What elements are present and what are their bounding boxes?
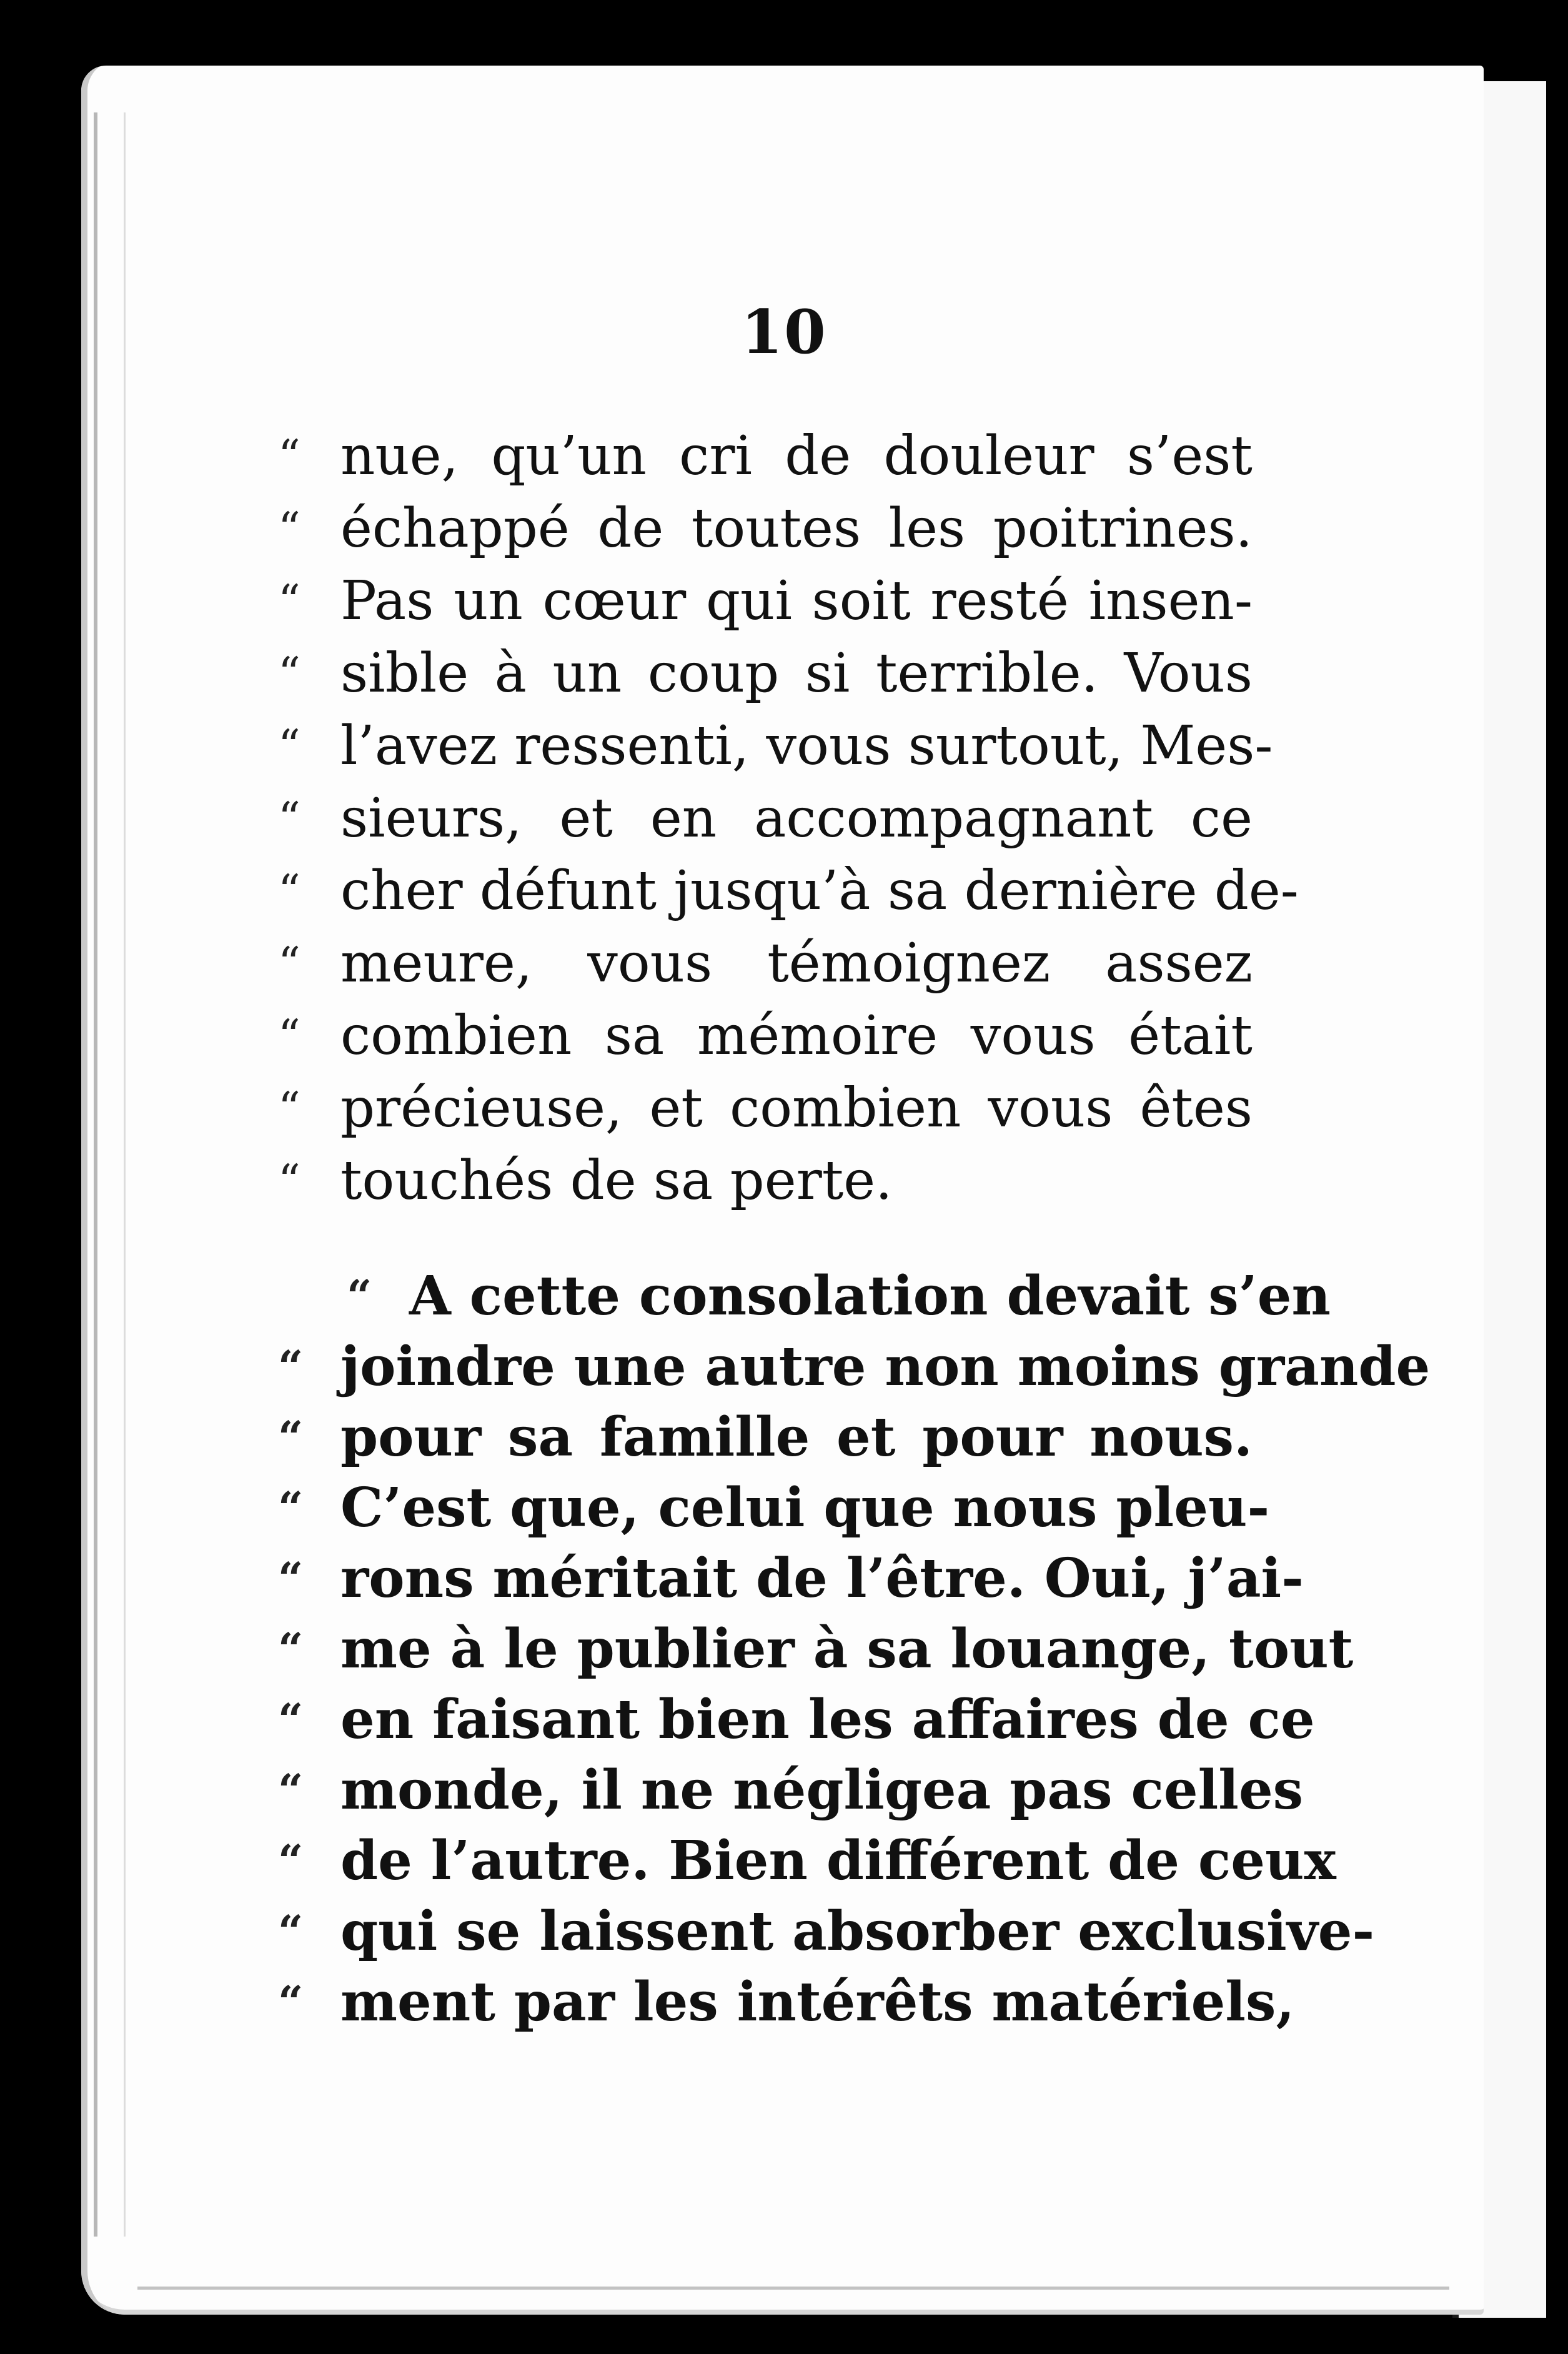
- quote-mark: “: [278, 720, 300, 772]
- text-line: [278, 1967, 1295, 2037]
- text-line: [278, 1331, 1431, 1402]
- quote-mark: “: [278, 938, 300, 989]
- line-text: échappé de toutes les poitrines.: [340, 497, 1253, 560]
- quote-mark: “: [278, 1341, 304, 1393]
- line-text: rons méritait de l’être. Oui, j’ai-: [340, 1547, 1304, 1610]
- text-line: [278, 1145, 1253, 1217]
- text-line: [278, 637, 1253, 710]
- text-line: [278, 1472, 1270, 1543]
- text-line: [278, 492, 1253, 565]
- quote-mark: “: [278, 1552, 304, 1604]
- text-line: [278, 927, 1253, 1000]
- quote-mark: “: [278, 793, 300, 844]
- line-text: nue, qu’un cri de douleur s’est: [340, 425, 1253, 487]
- text-line: [278, 1000, 1253, 1072]
- text-line: [278, 1402, 1253, 1472]
- line-text: C’est que, celui que nous pleu-: [340, 1476, 1270, 1539]
- line-text: touchés de sa perte.: [340, 1150, 893, 1212]
- line-text: en faisant bien les affaires de ce: [340, 1688, 1315, 1751]
- quote-mark: “: [278, 1905, 304, 1957]
- line-text: joindre une autre non moins grande: [340, 1335, 1431, 1398]
- line-text: meure, vous témoignez assez: [340, 932, 1253, 995]
- quote-mark: “: [278, 1835, 304, 1887]
- line-text: A cette consolation devait s’en: [409, 1264, 1331, 1328]
- text-line: [278, 1614, 1354, 1684]
- quote-mark: “: [278, 1010, 300, 1061]
- quote-mark: “: [278, 1623, 304, 1675]
- page-stack-bottom-edge: [137, 2274, 1449, 2290]
- line-text: qui se laissent absorber exclusive-: [340, 1900, 1375, 1963]
- page-number: 10: [741, 297, 827, 367]
- quote-mark: “: [278, 1764, 304, 1816]
- text-line: [278, 710, 1273, 782]
- quote-mark: “: [278, 1155, 300, 1206]
- quote-mark: “: [278, 1482, 304, 1534]
- line-text: de l’autre. Bien différent de ceux: [340, 1829, 1336, 1892]
- line-text: précieuse, et combien vous êtes: [340, 1077, 1253, 1140]
- line-text: ment par les intérêts matériels,: [340, 1970, 1295, 2034]
- quote-mark: “: [278, 575, 300, 627]
- quote-mark: “: [278, 648, 300, 699]
- quote-mark: “: [278, 1083, 300, 1134]
- text-line: [278, 565, 1253, 637]
- text-line: [278, 1261, 1331, 1331]
- line-text: sieurs, et en accompagnant ce: [340, 787, 1253, 850]
- line-text: l’avez ressenti, vous surtout, Mes-: [340, 715, 1273, 777]
- line-text: Pas un cœur qui soit resté insen-: [340, 570, 1253, 632]
- quote-mark: “: [278, 865, 300, 916]
- page-stack-left-edge: [94, 112, 126, 2237]
- text-line: [278, 782, 1253, 855]
- paragraph-2: [278, 1261, 1431, 2037]
- quote-mark: “: [278, 1694, 304, 1746]
- text-line: [278, 1896, 1375, 1967]
- quote-mark: “: [347, 1270, 372, 1322]
- text-line: [278, 1072, 1253, 1145]
- text-line: [278, 420, 1253, 492]
- text-line: [278, 1543, 1304, 1614]
- line-text: cher défunt jusqu’à sa dernière de-: [340, 860, 1299, 922]
- quote-mark: “: [278, 1976, 304, 2028]
- line-text: me à le publier à sa louange, tout: [340, 1617, 1354, 1681]
- line-text: pour sa famille et pour nous.: [340, 1406, 1253, 1469]
- line-text: sible à un coup si terrible. Vous: [340, 642, 1253, 705]
- text-line: [278, 1755, 1304, 1825]
- line-text: monde, il ne négligea pas celles: [340, 1759, 1304, 1822]
- paragraph-1: [278, 420, 1299, 1217]
- text-line: [278, 855, 1299, 927]
- quote-mark: “: [278, 1411, 304, 1463]
- line-text: combien sa mémoire vous était: [340, 1005, 1253, 1067]
- quote-mark: “: [278, 430, 300, 482]
- quote-mark: “: [278, 503, 300, 554]
- text-line: [278, 1684, 1315, 1755]
- text-line: [278, 1825, 1336, 1896]
